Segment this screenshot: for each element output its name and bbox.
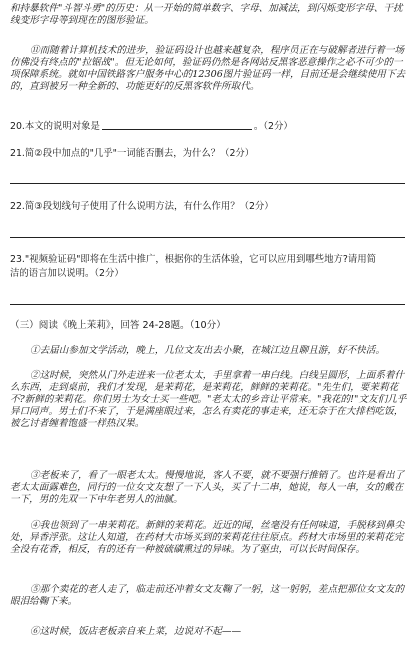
question-23-line-2: 洁的语言加以说明。（2分） — [10, 268, 124, 279]
paragraph-intro-continued: 和持暴软件"斗智斗勇"的历史：从一开始的简单数字、字母、加减法，到闪烁变形字母、干扰线变形字母等到现在的图形验证。 — [10, 3, 403, 26]
question-21: 21.简②段中加点的"几乎"一词能否删去，为什么？（2分） — [10, 148, 255, 159]
answer-line-21[interactable] — [10, 183, 405, 184]
paragraph-4: ④我也领到了一串茉莉花。新鲜的茉莉花。近近的闻，丝毫没有任何味道，手脱移到鼻尖处，异香浮张。这让人知道，在药材大市场买到的茉莉花往往原点。药材大市场里的茉莉花完全没有花香，相反，有的还有一种被硫磺熏过的异味。为了驱虫，可以长时间保存。 — [10, 520, 405, 555]
paragraph-6: ⑥这时候，饭店老板亲自来上菜，边说对不起—— — [30, 626, 242, 637]
paragraph-1: ①去届山参加文学活动，晚上，几位文友出去小聚，在城江边且聊且游，好不快活。 — [30, 345, 385, 356]
question-23-line-1: 23."视频验证码"即将在生活中推广，根据你的生活体验，它可以应用到哪些地方?请用简 — [10, 254, 377, 265]
paragraph-2: ②这时候，突然从门外走进来一位老太太，手里拿着一串白线。白线呈圆形，上面系着什么东西，走到桌前，我们才发现，是茉莉花，是茉莉花，鲜鲜的茉莉花。"先生们，要茉莉花不?新鲜的茉莉花。你们男士为女士买一些吧。"老太太的乡音让平常来。"我花的!"文友们几乎异口同声。男士们不来了，于是满座眼过来，怎么有卖花的事走来，还无奈于在大排档吃饭，被乞讨者缠着饱盛一样热汉果。 — [10, 370, 407, 429]
answer-blank-20[interactable] — [102, 129, 252, 130]
answer-line-23[interactable] — [10, 304, 405, 305]
question-20-text: 20.本文的说明对象是 — [10, 121, 100, 132]
answer-line-22[interactable] — [10, 237, 405, 238]
paragraph-3: ③老板来了，看了一眼老太太。慢慢地说，客人不要，就不要强行推销了。也许是看出了老太太面露难色，同行的一位女文友想了一下人头，买了十二串，她说，每人一串，女的戴在一下，男的先双一下中年老男人的油腻。 — [10, 470, 405, 505]
paragraph-11: ⑪而随着计算机技术的进步，验证码设计也越来越复杂，程序员正在与破解者进行着一场仿佛没有终点的"拉锯战"。但无论如何，验证码仍然是各网站反黑客恶意操作之必不可少的一项保障系统。就如中国铁路客户服务中心的12306图片验证码一样，目前还是会继续使用下去的，直到被另一种全新的、功能更好的反黑客软件所取代。 — [10, 45, 406, 92]
section-3-heading: （三）阅读《晚上茉莉》，回答 24-28题。（10分） — [10, 320, 226, 331]
question-20-tail: 。（2分） — [253, 121, 293, 132]
question-20 — [10, 121, 293, 133]
question-22: 22.简③段划线句子使用了什么说明方法，有什么作用？（2分） — [10, 201, 274, 212]
paragraph-5: ⑤那个卖花的老人走了，临走前还冲着女文友鞠了一躬，这一躬躬，差点把那位女文友的眼泪给鞠下来。 — [10, 584, 405, 607]
